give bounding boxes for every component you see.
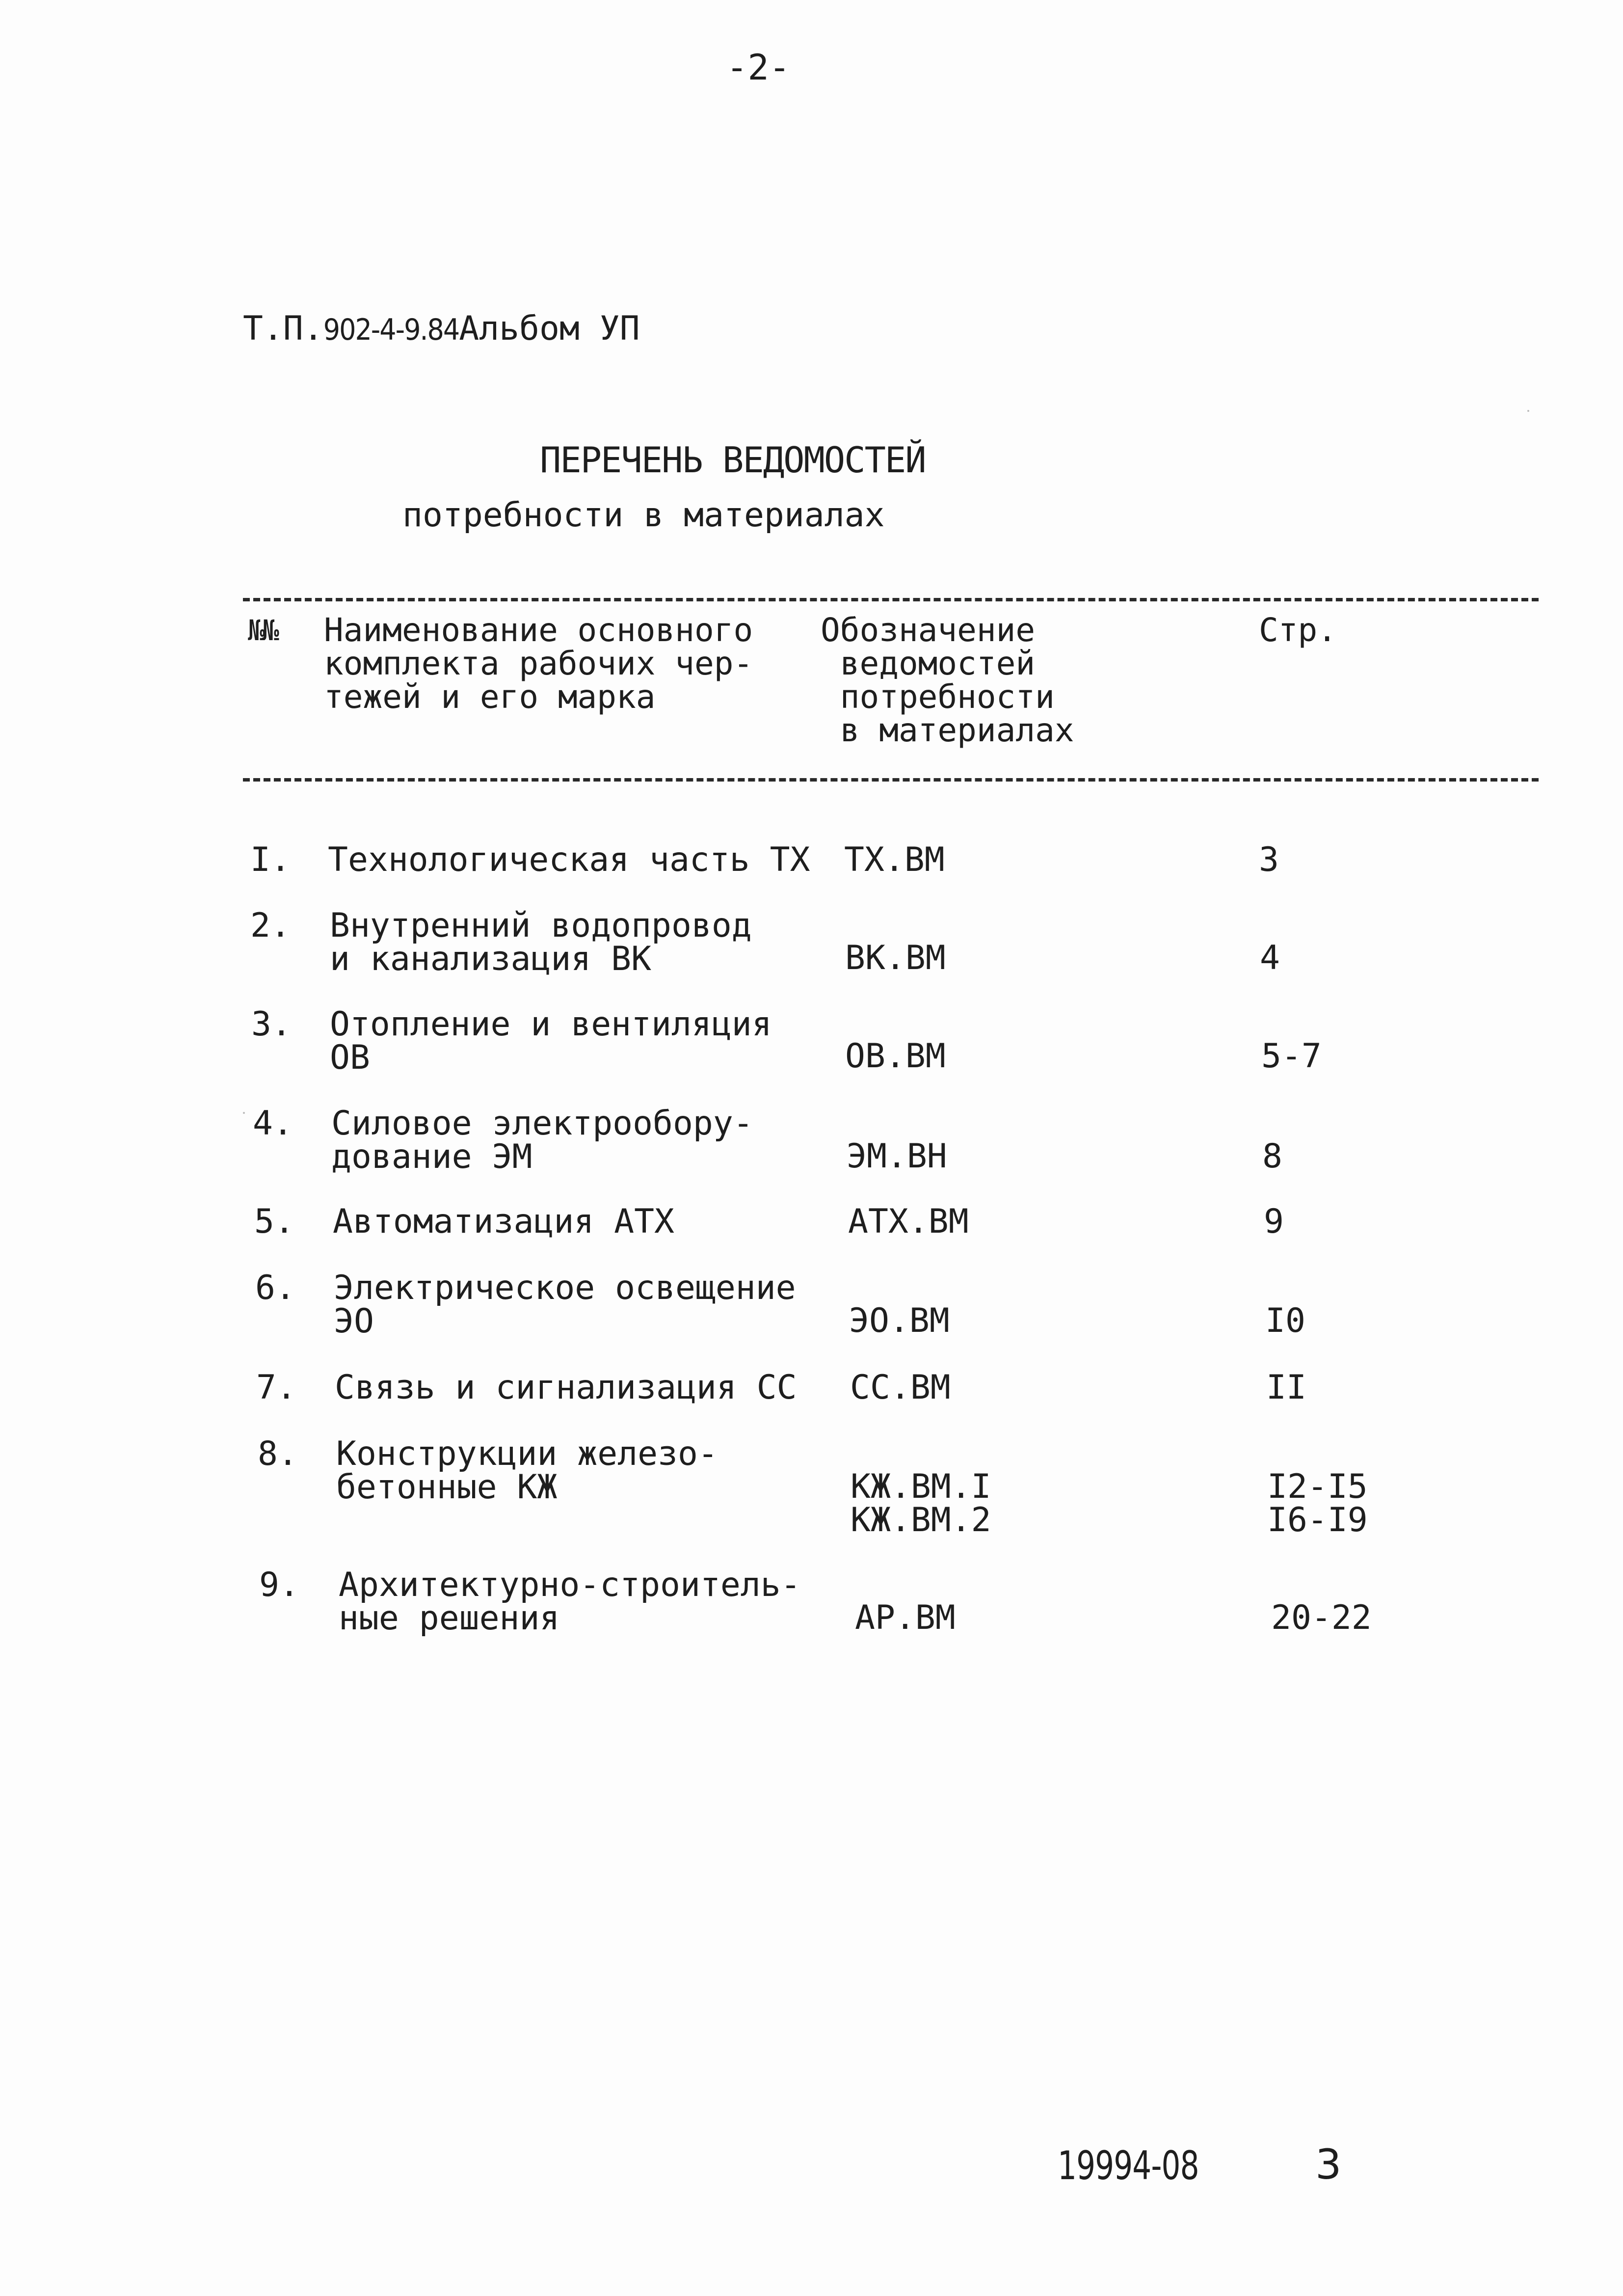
row-number: 4.	[253, 1104, 293, 1143]
sheet-number: 3	[1315, 2140, 1342, 2188]
row-page: II	[1266, 1368, 1306, 1407]
row-name: Архитектурно-строитель- ные решения	[339, 1566, 801, 1638]
row-number: I.	[250, 840, 291, 879]
scan-speck	[243, 1112, 245, 1114]
scan-speck	[1527, 410, 1529, 412]
row-number: 9.	[259, 1566, 299, 1604]
row-page: 5-7	[1261, 1037, 1322, 1076]
row-number: 3.	[251, 1005, 292, 1044]
row-page: I2-I5 I6-I9	[1267, 1467, 1368, 1540]
header-name: Наименование основного комплекта рабочих чер- тежей и его марка	[324, 611, 753, 716]
row-designation: КЖ.ВМ.I КЖ.ВМ.2	[851, 1467, 991, 1540]
row-name: Силовое электрообору- дование ЭМ	[331, 1104, 753, 1176]
row-number: 8.	[258, 1434, 298, 1473]
doc-code-suffix: Альбом УП	[459, 309, 640, 348]
row-name: Внутренний водопровод и канализация ВК	[330, 906, 752, 978]
row-page: 3	[1259, 840, 1279, 879]
row-page: 9	[1264, 1202, 1284, 1241]
table-top-dashed-rule	[243, 598, 1539, 601]
row-page: I0	[1265, 1301, 1305, 1340]
document-subtitle: потребности в материалах	[402, 496, 885, 535]
doc-code-prefix: Т.П.	[243, 309, 323, 348]
row-designation: ТХ.ВМ	[844, 840, 945, 879]
header-page: Стр.	[1259, 611, 1337, 649]
row-name: Автоматизация АТХ	[333, 1202, 674, 1241]
header-number: №№	[248, 614, 276, 647]
archive-number: 19994-08	[1058, 2143, 1199, 2188]
row-page: 20-22	[1271, 1598, 1372, 1637]
row-name: Технологическая часть ТХ	[328, 840, 810, 879]
table-header-dashed-rule	[243, 778, 1539, 782]
row-number: 2.	[250, 906, 291, 945]
page-number: -2-	[726, 47, 791, 88]
row-designation: АР.ВМ	[855, 1598, 956, 1637]
row-name: Отопление и вентиляция ОВ	[330, 1005, 772, 1077]
row-designation: АТХ.ВМ	[848, 1202, 969, 1241]
row-page: 4	[1260, 939, 1280, 977]
row-designation: ЭО.ВМ	[849, 1301, 950, 1340]
row-name: Электрическое освещение ЭО	[334, 1269, 796, 1341]
header-designation: Обозначение ведомостей потребности в материалах	[821, 611, 1074, 749]
row-designation: ОВ.ВМ	[845, 1037, 946, 1076]
row-designation: ВК.ВМ	[845, 939, 946, 977]
doc-code-number: 902-4-9.84	[323, 313, 459, 347]
row-designation: ЭМ.ВН	[847, 1137, 947, 1176]
row-number: 7.	[256, 1368, 296, 1407]
row-name: Связь и сигнализация СС	[335, 1368, 797, 1407]
row-number: 6.	[255, 1269, 295, 1307]
row-number: 5.	[254, 1202, 294, 1241]
document-code	[243, 309, 640, 348]
row-name: Конструкции железо- бетонные КЖ	[336, 1434, 718, 1507]
row-page: 8	[1262, 1137, 1282, 1176]
row-designation: СС.ВМ	[850, 1368, 951, 1407]
document-title: ПЕРЕЧЕНЬ ВЕДОМОСТЕЙ	[540, 439, 926, 481]
